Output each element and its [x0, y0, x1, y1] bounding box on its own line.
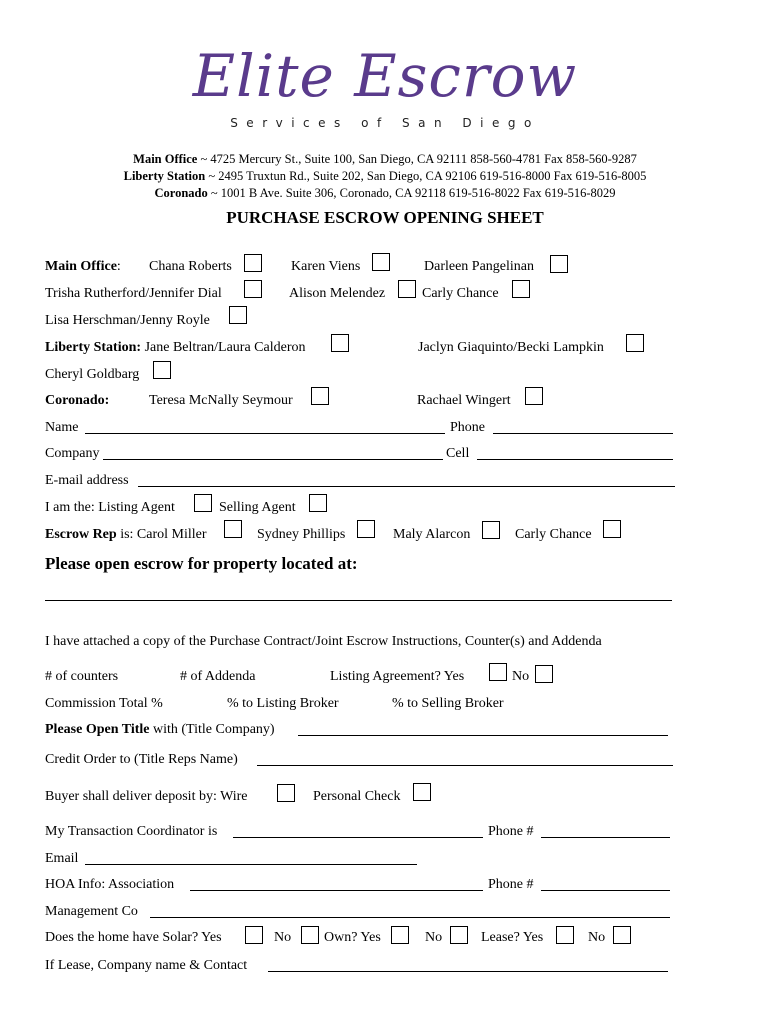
- coordinator-phone-label: Phone #: [488, 824, 534, 839]
- liberty-station-row: Liberty Station: Jane Beltran/Laura Calderon: [45, 340, 306, 355]
- page-title: PURCHASE ESCROW OPENING SHEET: [226, 208, 544, 227]
- addenda-label: # of Addenda: [180, 669, 256, 684]
- checkbox-rachael-wingert[interactable]: [525, 387, 543, 405]
- coordinator-phone-field[interactable]: [541, 837, 670, 838]
- email-address-field[interactable]: [138, 486, 675, 487]
- title-company-field[interactable]: [298, 735, 668, 736]
- property-address-field[interactable]: [45, 600, 672, 601]
- checkbox-karen-viens[interactable]: [372, 253, 390, 271]
- listing-agreement-label: Listing Agreement? Yes: [330, 669, 465, 684]
- email-address-label: E-mail address: [45, 473, 129, 488]
- checkbox-sydney-phillips[interactable]: [357, 520, 375, 538]
- checkbox-jaclyn-giaquinto[interactable]: [626, 334, 644, 352]
- checkbox-carol-miller[interactable]: [224, 520, 242, 538]
- checkbox-listing-agent[interactable]: [194, 494, 212, 512]
- listing-agreement-no-label: No: [512, 669, 530, 684]
- deposit-label: Buyer shall deliver deposit by: Wire: [45, 789, 248, 804]
- rep-carly-chance: Carly Chance: [515, 527, 592, 542]
- checkbox-solar-no[interactable]: [301, 926, 319, 944]
- coordinator-field[interactable]: [233, 837, 483, 838]
- email-field[interactable]: [85, 864, 417, 865]
- selling-broker-label: % to Selling Broker: [392, 696, 504, 711]
- checkbox-carly-chance[interactable]: [512, 280, 530, 298]
- coronado-label: Coronado:: [45, 393, 110, 408]
- cell-label: Cell: [446, 446, 470, 461]
- role-label: I am the: Listing Agent: [45, 500, 175, 515]
- officer-jaclyn-giaquinto: Jaclyn Giaquinto/Becki Lampkin: [418, 340, 604, 355]
- office-line-liberty: Liberty Station ~ 2495 Truxtun Rd., Suite 202, San Diego, CA 92106 619-516-8000 Fax 619-516-8005: [123, 169, 647, 183]
- own-no-label: No: [425, 930, 443, 945]
- office-line-main: Main Office ~ 4725 Mercury St., Suite 100, San Diego, CA 92111 858-560-4781 Fax 858-560-9287: [133, 152, 637, 166]
- officer-lisa-herschman: Lisa Herschman/Jenny Royle: [45, 313, 210, 328]
- title-company-label: Please Open Title with (Title Company): [45, 722, 275, 737]
- checkbox-darleen-pangelinan[interactable]: [550, 255, 568, 273]
- personal-check-label: Personal Check: [313, 789, 401, 804]
- lease-contact-field[interactable]: [268, 971, 668, 972]
- checkbox-teresa-mcnally[interactable]: [311, 387, 329, 405]
- commission-total-label: Commission Total %: [45, 696, 163, 711]
- checkbox-lease-yes[interactable]: [556, 926, 574, 944]
- checkbox-solar-yes[interactable]: [245, 926, 263, 944]
- rep-sydney-phillips: Sydney Phillips: [257, 527, 346, 542]
- main-office-label: Main Office:: [45, 259, 121, 274]
- name-label: Name: [45, 420, 79, 435]
- property-heading: Please open escrow for property located at:: [45, 554, 358, 573]
- checkbox-cheryl-goldbarg[interactable]: [153, 361, 171, 379]
- management-field[interactable]: [150, 917, 670, 918]
- officer-chana-roberts: Chana Roberts: [149, 259, 232, 274]
- checkbox-listing-agreement-yes[interactable]: [489, 663, 507, 681]
- officer-trisha-rutherford: Trisha Rutherford/Jennifer Dial: [45, 286, 222, 301]
- name-field[interactable]: [85, 433, 445, 434]
- credit-order-field[interactable]: [257, 765, 673, 766]
- counters-label: # of counters: [45, 669, 119, 684]
- officer-darleen-pangelinan: Darleen Pangelinan: [424, 259, 535, 274]
- lease-no-label: No: [588, 930, 606, 945]
- phone-label: Phone: [450, 420, 485, 435]
- officer-carly-chance: Carly Chance: [422, 286, 499, 301]
- checkbox-alison-melendez[interactable]: [398, 280, 416, 298]
- checkbox-lisa-herschman[interactable]: [229, 306, 247, 324]
- coordinator-label: My Transaction Coordinator is: [45, 824, 218, 839]
- logo-tagline: Services of San Diego: [230, 116, 540, 130]
- management-label: Management Co: [45, 904, 138, 919]
- checkbox-listing-agreement-no[interactable]: [535, 665, 553, 683]
- checkbox-wire[interactable]: [277, 784, 295, 802]
- officer-cheryl-goldbarg: Cheryl Goldbarg: [45, 367, 140, 382]
- officer-alison-melendez: Alison Melendez: [289, 286, 386, 301]
- cell-field[interactable]: [477, 459, 673, 460]
- officer-karen-viens: Karen Viens: [291, 259, 361, 274]
- lease-label: Lease? Yes: [481, 930, 544, 945]
- checkbox-lease-no[interactable]: [613, 926, 631, 944]
- company-field[interactable]: [103, 459, 443, 460]
- attached-statement: I have attached a copy of the Purchase Contract/Joint Escrow Instructions, Counter(s) and Addenda: [45, 634, 602, 649]
- rep-maly-alarcon: Maly Alarcon: [393, 527, 471, 542]
- officer-teresa-mcnally: Teresa McNally Seymour: [149, 393, 293, 408]
- phone-field[interactable]: [493, 433, 673, 434]
- checkbox-trisha-rutherford[interactable]: [244, 280, 262, 298]
- checkbox-selling-agent[interactable]: [309, 494, 327, 512]
- checkbox-own-yes[interactable]: [391, 926, 409, 944]
- solar-no-label: No: [274, 930, 292, 945]
- selling-agent-label: Selling Agent: [219, 500, 296, 515]
- credit-order-label: Credit Order to (Title Reps Name): [45, 752, 238, 767]
- lease-contact-label: If Lease, Company name & Contact: [45, 958, 248, 973]
- checkbox-maly-alarcon[interactable]: [482, 521, 500, 539]
- own-label: Own? Yes: [324, 930, 381, 945]
- hoa-phone-label: Phone #: [488, 877, 534, 892]
- solar-label: Does the home have Solar? Yes: [45, 930, 222, 945]
- email-label: Email: [45, 851, 79, 866]
- checkbox-jane-beltran[interactable]: [331, 334, 349, 352]
- checkbox-chana-roberts[interactable]: [244, 254, 262, 272]
- company-logo: Elite Escrow: [192, 42, 578, 110]
- office-line-coronado: Coronado ~ 1001 B Ave. Suite 306, Coronado, CA 92118 619-516-8022 Fax 619-516-8029: [154, 186, 616, 200]
- hoa-field[interactable]: [190, 890, 483, 891]
- checkbox-own-no[interactable]: [450, 926, 468, 944]
- hoa-phone-field[interactable]: [541, 890, 670, 891]
- checkbox-personal-check[interactable]: [413, 783, 431, 801]
- officer-rachael-wingert: Rachael Wingert: [417, 393, 511, 408]
- company-label: Company: [45, 446, 100, 461]
- escrow-rep-row: Escrow Rep is: Carol Miller: [45, 527, 207, 542]
- hoa-label: HOA Info: Association: [45, 877, 175, 892]
- checkbox-rep-carly-chance[interactable]: [603, 520, 621, 538]
- listing-broker-label: % to Listing Broker: [227, 696, 339, 711]
